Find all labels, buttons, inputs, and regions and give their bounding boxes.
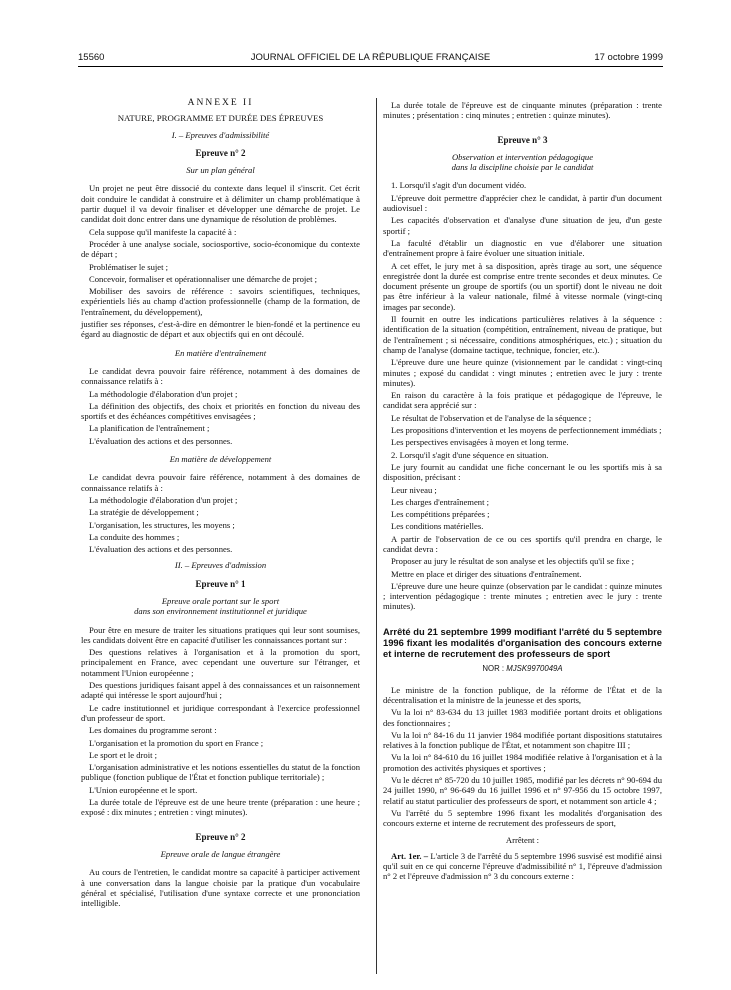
- epreuve-subtitle: [383, 152, 662, 173]
- paragraph: Le jury fournit au candidat une fiche concernant le ou les sportifs mis à sa disposition, précisant :: [383, 461, 662, 483]
- paragraph: Des questions juridiques faisant appel à des connaissances et un raisonnement adapté qui intéresse le sport aujourd'hui ;: [81, 680, 360, 701]
- section-admissibilite: I. – Epreuves d'admissibilité: [171, 129, 270, 140]
- paragraph: Pour être en mesure de traiter les situations pratiques qui leur sont soumises, les candidats doivent être en capacité d'utiliser les connaissances portant sur :: [81, 624, 360, 645]
- list-item: La méthodologie d'élaboration d'un projet ;: [89, 494, 238, 505]
- list-item: Le sport et le droit ;: [89, 749, 158, 760]
- list-item: Les perspectives envisagées à moyen et long terme.: [391, 437, 569, 448]
- subheading-developpement: En matière de développement: [169, 454, 272, 465]
- paragraph: Les domaines du programme seront :: [89, 725, 217, 736]
- paragraph: Vu l'arrêté du 5 septembre 1996 fixant les modalités d'organisation des concours externe et interne de recrutement des professeurs de sport,: [383, 807, 662, 829]
- publication-date: 17 octobre 1999: [594, 52, 663, 63]
- list-item: La méthodologie d'élaboration d'un projet ;: [89, 388, 238, 399]
- paragraph: A partir de l'observation de ce ou ces sportifs qu'il prendra en charge, le candidat devra :: [383, 533, 662, 554]
- epreuve-subtitle-line: dans la discipline choisie par le candidat: [451, 162, 594, 173]
- paragraph: Les capacités d'observation et d'analyse d'une situation de jeu, d'un geste sportif ;: [383, 215, 662, 236]
- epreuve-subtitle-line: Epreuve orale portant sur le sport: [161, 595, 280, 606]
- list-item: Les compétitions préparées ;: [391, 509, 490, 520]
- paragraph: Procéder à une analyse sociale, sociosportive, socio-économique du contexte de départ ;: [81, 238, 360, 260]
- paragraph: Le candidat devra pouvoir faire référence, notamment à des domaines de connaissance relatifs à :: [81, 365, 360, 387]
- paragraph: Le ministre de la fonction publique, de la réforme de l'État et de la décentralisation et la ministre de la jeunesse et des sports,: [383, 684, 662, 705]
- paragraph: Mettre en place et diriger des situations d'entraînement.: [391, 568, 582, 579]
- annexe-heading: ANNEXE II: [187, 98, 254, 108]
- epreuve-subtitle-line: dans son environnement institutionnel et juridique: [134, 606, 307, 617]
- annexe-subtitle: NATURE, PROGRAMME ET DURÉE DES ÉPREUVES: [117, 113, 324, 124]
- paragraph: Le cadre institutionnel et juridique correspondant à l'exercice professionnel d'un professeur de sport.: [81, 702, 360, 723]
- list-item: L'évaluation des actions et des personnes.: [89, 544, 233, 555]
- paragraph: Vu la loi n° 84-610 du 16 juillet 1984 modifiée relative à l'organisation et à la promotion des activités physiques et sportives ;: [383, 752, 662, 773]
- article-text: L'article 3 de l'arrêté du 5 septembre 1996 susvisé est modifié ainsi qu'il suit en ce qui concerne l'épreuve d'admissibilité n° 1, l'épreuve d'admission n° 2 et l'épreuve d'admission n° 3 du concours externe :: [383, 850, 662, 882]
- arrete-title: Arrêté du 21 septembre 1999 modifiant l'arrêté du 5 septembre 1996 fixant les modalités d'organisation des concours externe et interne de recrutement des professeurs de sport: [383, 625, 662, 660]
- list-item: La définition des objectifs, des choix et priorités en fonction du niveau des sportifs et des échéances compétitives envisagées ;: [81, 400, 360, 422]
- list-item: La stratégie de développement ;: [89, 507, 199, 518]
- nor-code: MJSK9970049A: [506, 664, 563, 674]
- nor-reference: [383, 664, 662, 674]
- article-label: Art. 1er. –: [391, 850, 429, 861]
- list-item: La planification de l'entraînement ;: [89, 423, 210, 434]
- paragraph: En raison du caractère à la fois pratique et pédagogique de l'épreuve, le candidat sera apprécié sur :: [383, 390, 662, 411]
- paragraph: La durée totale de l'épreuve est de cinquante minutes (préparation : trente minutes ; présentation : cinq minutes ; entretien : quinze minutes).: [383, 100, 662, 121]
- paragraph: Le candidat devra pouvoir faire référence, notamment à des domaines de connaissance relatifs à :: [81, 472, 360, 493]
- list-item: L'organisation, les structures, les moyens ;: [89, 519, 235, 530]
- list-item: L'évaluation des actions et des personnes.: [89, 435, 233, 446]
- epreuve-heading: Epreuve n° 1: [195, 578, 246, 589]
- paragraph: 1. Lorsqu'il s'agit d'un document vidéo.: [391, 180, 527, 191]
- paragraph: Cela suppose qu'il manifeste la capacité à :: [89, 226, 237, 237]
- section-admission: II. – Epreuves d'admission: [174, 560, 267, 571]
- paragraph: L'épreuve dure une heure quinze (observation par le candidat : quinze minutes ; intervention pédagogique : trente minutes ; entretien avec le jury : trente minutes).: [383, 580, 662, 612]
- column-divider: [376, 98, 377, 974]
- epreuve-subtitle: Epreuve orale de langue étrangère: [160, 848, 281, 859]
- paragraph: L'épreuve doit permettre d'apprécier chez le candidat, à partir d'un document audiovisuel :: [383, 192, 662, 214]
- paragraph: 2. Lorsqu'il s'agit d'une séquence en situation.: [391, 449, 549, 460]
- list-item: Les conditions matérielles.: [391, 521, 484, 532]
- left-column: [81, 98, 360, 910]
- epreuve-heading: Epreuve n° 3: [497, 134, 548, 145]
- list-item: L'organisation et la promotion du sport en France ;: [89, 737, 264, 748]
- paragraph: L'épreuve dure une heure quinze (visionnement par le candidat : vingt-cinq minutes ; exposé du candidat : vingt minutes ; entretien avec le jury : trente minutes).: [383, 357, 662, 388]
- list-item: Le résultat de l'observation et de l'analyse de la séquence ;: [391, 412, 592, 423]
- paragraph: Vu la loi n° 83-634 du 13 juillet 1983 modifiée portant droits et obligations des fonctionnaires ;: [383, 707, 662, 728]
- list-item: Leur niveau ;: [391, 484, 437, 495]
- page-number: 15560: [78, 52, 105, 63]
- right-column: [383, 100, 662, 884]
- paragraph: A cet effet, le jury met à sa disposition, après tirage au sort, une séquence enregistrée dont la durée est comprise entre trente secondes et deux minutes. Ce document présente un groupe de sportifs (ou un sportif) dont le niveau ne doit pas être inférieur à la valeur nationale, filmé à vitesse normale (vingt-cinq images par seconde).: [383, 260, 662, 312]
- paragraph: Problématiser le sujet ;: [89, 261, 168, 272]
- epreuve-heading: Epreuve n° 2: [195, 147, 246, 158]
- list-item: L'organisation administrative et les notions essentielles du statut de la fonction publique (fonction publique de l'État et fonction publique territoriale) ;: [81, 762, 360, 783]
- journal-title: JOURNAL OFFICIEL DE LA RÉPUBLIQUE FRANÇAISE: [250, 52, 491, 63]
- paragraph: justifier ses réponses, c'est-à-dire en démontrer le bien-fondé et la pertinence eu égard au diagnostic de départ et aux objectifs qui en ont découlé.: [81, 319, 360, 340]
- paragraph: Vu la loi n° 84-16 du 11 janvier 1984 modifiée portant dispositions statutaires relatives à la fonction publique de l'État, et notamment son chapitre III ;: [383, 729, 662, 751]
- list-item: La conduite des hommes ;: [89, 531, 180, 542]
- epreuve-subtitle: Sur un plan général: [186, 165, 255, 176]
- epreuve-subtitle: [81, 596, 360, 617]
- paragraph: Un projet ne peut être dissocié du contexte dans lequel il s'inscrit. Cet écrit doit conduire le candidat à construire et à délimiter un champ problématique à partir duquel il va devoir finaliser et développer une démarche de projet. Le candidat doit donc entrer dans une dynamique de résolution de problèmes.: [81, 183, 360, 225]
- subheading-entrainement: En matière d'entraînement: [174, 347, 267, 358]
- epreuve-subtitle-line: Observation et intervention pédagogique: [451, 151, 594, 162]
- page-header: [78, 52, 663, 67]
- paragraph: Mobiliser des savoirs de référence : savoirs scientifiques, techniques, expérientiels liés au champ d'action professionnelle (champ de la formation, de l'entraînement, du développement),: [81, 286, 360, 317]
- paragraph: Proposer au jury le résultat de son analyse et les objectifs qu'il se fixe ;: [391, 556, 635, 567]
- paragraph: Concevoir, formaliser et opérationnaliser une démarche de projet ;: [89, 273, 318, 284]
- arretent-heading: Arrêtent :: [505, 834, 540, 845]
- list-item: Les propositions d'intervention et les moyens de perfectionnement immédiats ;: [391, 425, 662, 436]
- nor-label: NOR :: [482, 664, 505, 674]
- paragraph: La durée totale de l'épreuve est de une heure trente (préparation : une heure ; exposé : dix minutes ; entretien : vingt minutes).: [81, 797, 360, 818]
- paragraph: Au cours de l'entretien, le candidat montre sa capacité à participer activement à une conversation dans la langue choisie par la pratique d'un vocabulaire général et spécialisé, l'utilisation d'une syntaxe correcte et une prononciation intelligible.: [81, 867, 360, 909]
- paragraph: Il fournit en outre les indications particulières relatives à la séquence : identification de la situation (compétition, entraînement, niveau de pratique, but de l'entraînement ; si nécessaire, conditions atmosphériques, etc.) ; situation du champ de l'analyse (domaine tactique, technique, foncier, etc.).: [383, 314, 662, 355]
- list-item: L'Union européenne et le sport.: [89, 784, 198, 795]
- article-1: [383, 851, 662, 882]
- list-item: Les charges d'entraînement ;: [391, 496, 490, 507]
- paragraph: Des questions relatives à l'organisation et à la promotion du sport, principalement en France, avec cependant une ouverture sur l'étranger, et notamment l'Union européenne ;: [81, 647, 360, 678]
- paragraph: Vu le décret n° 85-720 du 10 juillet 1985, modifié par les décrets n° 90-694 du 24 juillet 1990, n° 96-649 du 16 juillet 1996 et n° 97-956 du 15 octobre 1997, relatif au statut particulier des professeurs de sport, et notamment son article 4 ;: [383, 775, 662, 806]
- paragraph: La faculté d'établir un diagnostic en vue d'élaborer une situation d'entraînement propre à faire évoluer une situation initiale.: [383, 237, 662, 259]
- epreuve-heading: Epreuve n° 2: [195, 831, 246, 842]
